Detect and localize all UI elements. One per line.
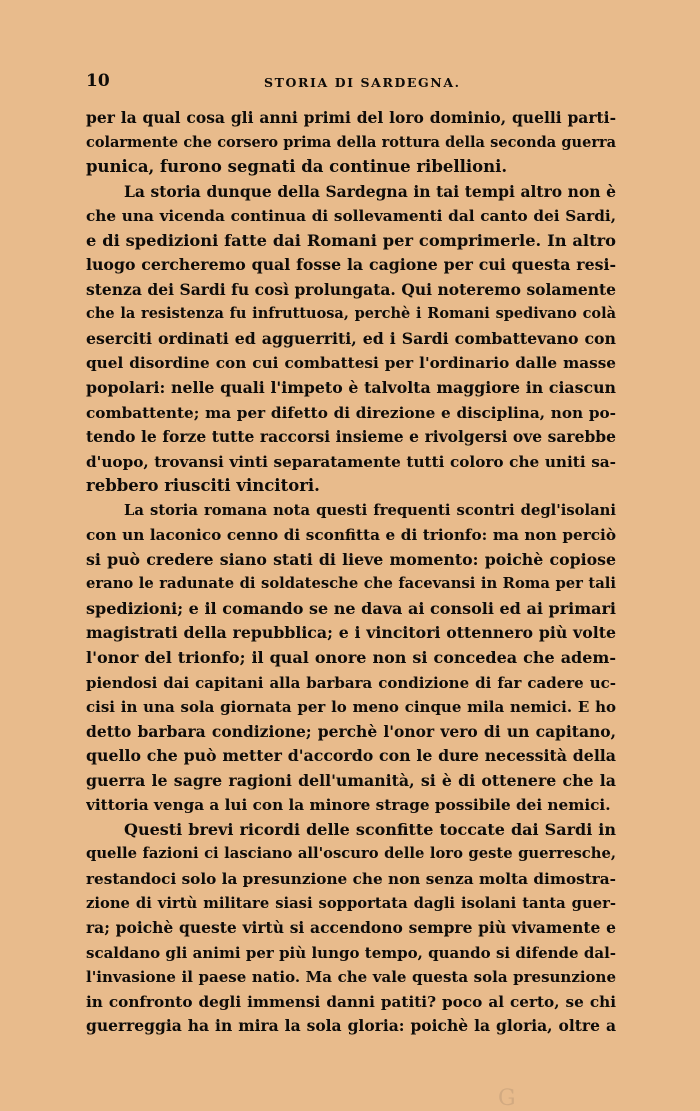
text-line: rebbero riusciti vincitori.: [86, 476, 320, 496]
text-line: luogo cercheremo qual fosse la cagione per cui questa resi-: [86, 255, 616, 275]
text-line: quello che può metter d'accordo con le dure necessità della: [86, 746, 616, 766]
text-line: colarmente che corsero prima della rottura della seconda guerra: [86, 133, 616, 151]
text-line: tendo le forze tutte raccorsi insieme e rivolgersi ove sarebbe: [86, 427, 616, 447]
text-line: La storia dunque della Sardegna in tai tempi altro non è: [124, 181, 616, 201]
text-line: piendosi dai capitani alla barbara condizione di far cadere uc-: [86, 673, 616, 692]
text-line: La storia romana nota questi frequenti scontri degl'isolani: [124, 501, 616, 519]
text-line: quel disordine con cui combattesi per l'ordinario dalle masse: [86, 354, 616, 373]
text-line: che una vicenda continua di sollevamenti dal canto dei Sardi,: [86, 207, 616, 226]
text-line: cisi in una sola giornata per lo meno cinque mila nemici. E ho: [86, 698, 616, 717]
text-line: combattente; ma per difetto di direzione e disciplina, non po-: [86, 403, 616, 422]
text-line: in confronto degli immensi danni patiti? poco al certo, se chi: [86, 992, 616, 1011]
text-line: d'uopo, trovansi vinti separatamente tutti coloro che uniti sa-: [86, 452, 616, 471]
text-line: si può credere siano stati di lieve momento: poichè copiose: [86, 549, 616, 569]
text-line: ra; poichè queste virtù si accendono sempre più vivamente e: [86, 918, 616, 938]
text-line: e di spedizioni fatte dai Romani per comprimerle. In altro: [86, 230, 616, 250]
text-line: Questi brevi ricordi delle sconfitte toccate dai Sardi in: [124, 819, 616, 839]
text-line: stenza dei Sardi fu così prolungata. Qui noteremo solamente: [86, 279, 616, 299]
text-line: restandoci solo la presunzione che non senza molta dimostra-: [86, 869, 616, 888]
text-line: quelle fazioni ci lasciano all'oscuro delle loro geste guerresche,: [86, 845, 616, 863]
text-line: punica, furono segnati da continue ribellioni.: [86, 157, 508, 177]
text-line: erano le radunate di soldatesche che facevansi in Roma per tali: [86, 575, 616, 593]
scan-watermark-mark: G: [498, 1086, 518, 1111]
text-line: con un laconico cenno di sconfitta e di trionfo: ma non perciò: [86, 526, 616, 545]
text-line: scaldano gli animi per più lungo tempo, quando si difende dal-: [86, 943, 616, 962]
text-line: l'invasione il paese natio. Ma che vale questa sola presunzione: [86, 968, 616, 987]
text-line: spedizioni; e il comando se ne dava ai consoli ed ai primari: [86, 598, 616, 618]
text-line: guerra le sagre ragioni dell'umanità, si è di ottenere che la: [86, 770, 616, 790]
text-line: popolari: nelle quali l'impeto è talvolta maggiore in ciascun: [86, 378, 616, 398]
text-line: zione di virtù militare siasi sopportata dagli isolani tanta guer-: [86, 894, 616, 912]
text-line: magistrati della repubblica; e i vincitori ottennero più volte: [86, 623, 616, 643]
page-header: [86, 71, 616, 97]
text-line: per la qual cosa gli anni primi del loro dominio, quelli parti-: [86, 108, 616, 127]
page-number: 10: [86, 71, 110, 91]
text-line: detto barbara condizione; perchè l'onor vero di un capitano,: [86, 721, 616, 741]
text-line: vittoria venga a lui con la minore strage possibile dei nemici.: [86, 796, 611, 815]
text-line: eserciti ordinati ed agguerriti, ed i Sardi combattevano con: [86, 328, 616, 348]
body-text: [86, 106, 616, 1039]
text-line: guerreggia ha in mira la sola gloria: poichè la gloria, oltre a: [86, 1016, 616, 1036]
text-line: l'onor del trionfo; il qual onore non si concedea che adem-: [86, 648, 616, 668]
running-title: STORIA DI SARDEGNA.: [264, 75, 461, 90]
text-line: che la resistenza fu infruttuosa, perchè i Romani spedivano colà: [86, 305, 616, 323]
